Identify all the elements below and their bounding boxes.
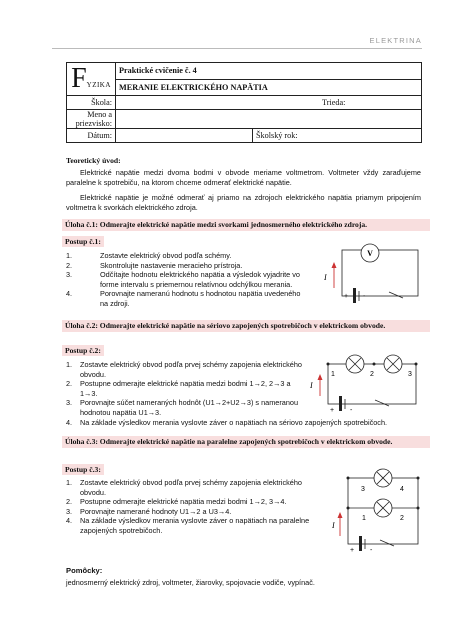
list-item: 3. Odčítajte hodnotu elektrického napätia a výsledok vyjadrite vo forme intervalu s priemernou relatívnou odchýlkou merania. — [66, 270, 300, 289]
switch-3-icon — [380, 540, 394, 546]
task3-postup: Postup č.3: — [62, 464, 104, 475]
date-label: Dátum: — [67, 129, 116, 143]
school-label: Škola: — [67, 96, 116, 110]
tools-heading: Pomôcky: — [66, 566, 103, 575]
minus-label-1: - — [363, 293, 366, 300]
current-label-3: I — [332, 521, 335, 530]
battery-3-icon — [359, 536, 362, 551]
task2-title: Úloha č.2: Odmerajte elektrické napätie na sériovo zapojených spotrebičoch v elektrickom obvode. — [62, 320, 430, 332]
list-item: 1. Zostavte elektrický obvod podľa schémy. — [66, 251, 232, 260]
list-item: 2. Skontrolujte nastavenie meracieho prístroja. — [66, 260, 243, 270]
task1-title: Úloha č.1: Odmerajte elektrické napätie medzi svorkami jednosmerného elektrického zdroja. — [62, 219, 430, 231]
section-label: ELEKTRINA — [369, 36, 422, 45]
bulb-3b-icon — [374, 499, 392, 517]
point-1-label: 1 — [331, 371, 335, 378]
point-2-label-b: 2 — [400, 515, 404, 522]
point-4-label: 4 — [400, 486, 404, 493]
intro-heading: Teoretický úvod: — [66, 156, 121, 165]
list-item: 1. Zostavte elektrický obvod podľa prvej schémy zapojenia elektrického obvodu. — [66, 478, 302, 497]
worksheet-title: MERANIE ELEKTRICKÉHO NAPÄTIA — [116, 79, 422, 96]
school-year-label: Školský rok: — [256, 131, 298, 140]
task2-postup: Postup č.2: — [62, 345, 104, 356]
list-item: 4. Na základe výsledkov merania vyslovte záver o napätiach na paralelne zapojených spotrebičoch. — [66, 516, 310, 535]
point-1-label-b: 1 — [362, 515, 366, 522]
list-item: 3. Porovnajte súčet nameraných hodnôt (U1→2+U2→3) s nameranou hodnotou napätia U1→3. — [66, 398, 299, 417]
list-item: 4. Na základe výsledkov merania vyslovte záver o napätiach na sériovo zapojených spotrebičoch. — [66, 417, 388, 427]
point-2-label: 2 — [370, 371, 374, 378]
list-item: 3. Porovnajte namerané hodnoty U1→2 a U3→4. — [66, 506, 232, 516]
current-label-2: I — [310, 381, 313, 390]
logo-text: YZIKA — [86, 81, 111, 89]
list-item: 4. Porovnajte nameranú hodnotu s hodnotou napätia uvedeného na zdroji. — [66, 289, 301, 308]
plus-label-1: + — [344, 293, 349, 300]
task1-postup: Postup č.1: — [62, 236, 104, 247]
task3-title: Úloha č.3: Odmerajte elektrické napätie na paralelne zapojených spotrebičoch v elektrickom obvode. — [62, 436, 430, 448]
logo-letter: F — [71, 63, 87, 94]
minus-label-2: - — [350, 407, 353, 414]
intro-paragraph-1: Elektrické napätie medzi dvoma bodmi v obvode meriame voltmetrom. Voltmeter vždy zaraďujeme paralelne k spotrebiču, na ktorom chceme odmerať elektrické napätie. — [66, 168, 421, 187]
minus-label-3: - — [370, 547, 373, 554]
list-item: 2. Postupne odmerajte elektrické napätia medzi bodmi 1→2, 3→4. — [66, 497, 287, 507]
point-3-label-b: 3 — [361, 486, 365, 493]
current-label-1: I — [324, 273, 327, 282]
list-item: 2. Postupne odmerajte elektrické napätia medzi bodmi 1→2, 2→3 a 1→3. — [66, 379, 291, 398]
plus-label-2: + — [330, 407, 335, 414]
voltmeter-label: V — [367, 249, 373, 258]
tools-text: jednosmerný elektrický zdroj, voltmeter, žiarovky, spojovacie vodiče, vypínač. — [66, 578, 315, 587]
plus-label-3: + — [350, 547, 355, 554]
intro-paragraph-2: Elektrické napätie je možné odmerať aj priamo na zdrojoch elektrického napätia priamym pripojením voltmetra k svorkách elektrického zdroja. — [66, 193, 421, 212]
point-3-label: 3 — [408, 371, 412, 378]
name-label: Meno a priezvisko: — [67, 110, 116, 129]
bulb-3a-icon — [374, 469, 392, 487]
list-item: 1. Zostavte elektrický obvod podľa prvej schémy zapojenia elektrického obvodu. — [66, 360, 302, 379]
exercise-number: Praktické cvičenie č. 4 — [116, 63, 422, 80]
class-label: Trieda: — [322, 98, 346, 107]
